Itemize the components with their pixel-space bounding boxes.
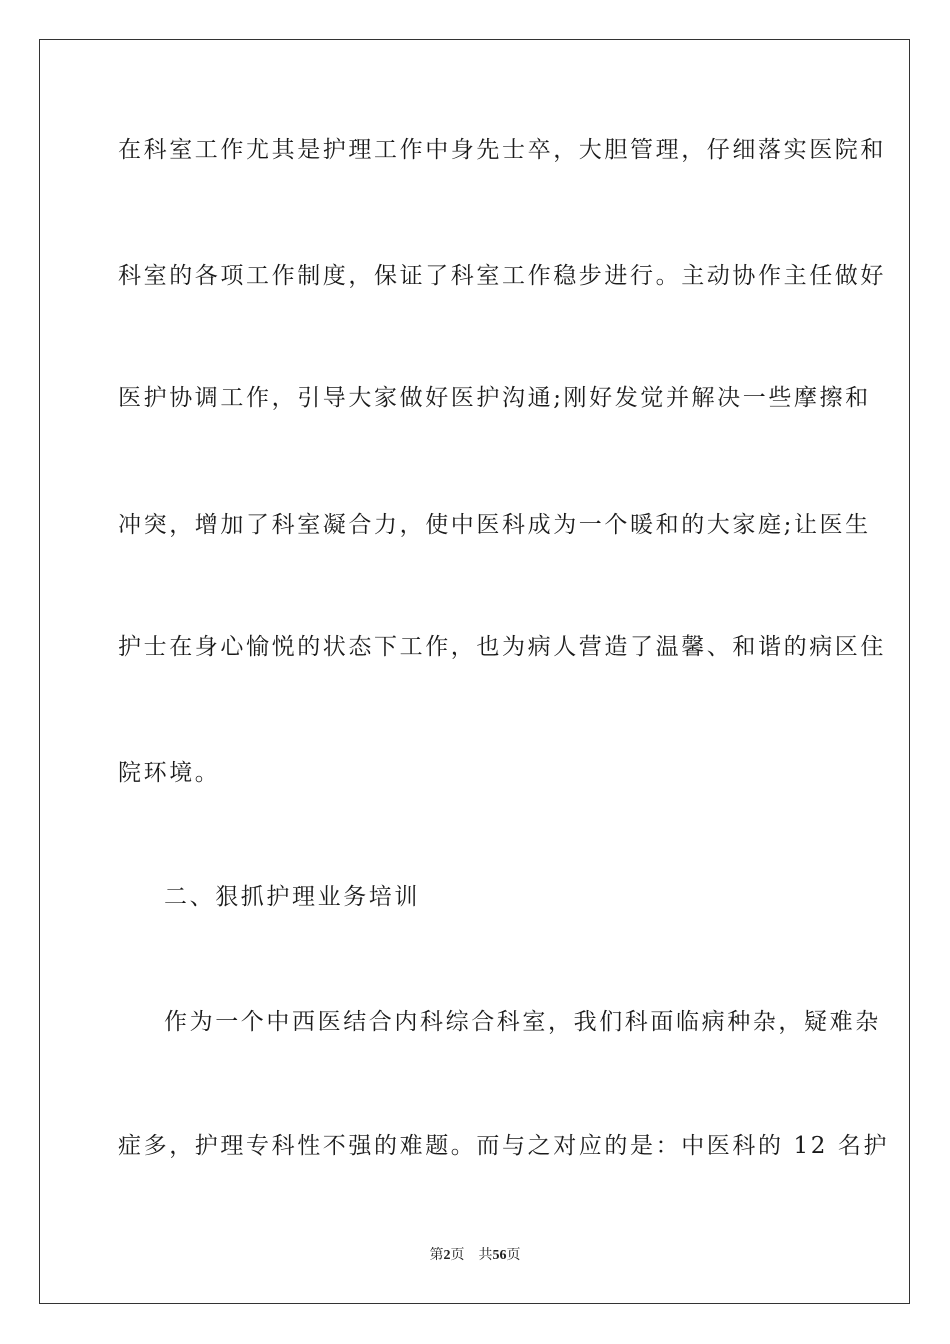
body-line-8: 症多，护理专科性不强的难题。而与之对应的是：中医科的 12 名护 [118,1133,890,1159]
page-footer [0,1246,950,1265]
body-line-4: 冲突，增加了科室凝合力，使中医科成为一个暖和的大家庭;让医生 [118,512,871,538]
body-line-6: 院环境。 [118,760,221,786]
body-line-7: 作为一个中西医结合内科综合科室，我们科面临病种杂，疑难杂 [164,1009,881,1035]
section-heading: 二、狠抓护理业务培训 [164,884,420,910]
page-border [39,39,910,1304]
footer-page-suffix: 页 [450,1247,465,1263]
footer-total-prefix: 共 [478,1247,493,1263]
body-line-2: 科室的各项工作制度，保证了科室工作稳步进行。主动协作主任做好 [118,263,886,289]
footer-page-number: 2 [443,1248,451,1263]
footer-total-number: 56 [492,1248,507,1263]
footer-total-suffix: 页 [506,1247,521,1263]
body-line-1: 在科室工作尤其是护理工作中身先士卒，大胆管理，仔细落实医院和 [118,137,886,163]
body-line-5: 护士在身心愉悦的状态下工作，也为病人营造了温馨、和谐的病区住 [118,634,886,660]
footer-page-prefix: 第 [429,1247,444,1263]
body-line-3: 医护协调工作，引导大家做好医护沟通;刚好发觉并解决一些摩擦和 [118,385,871,411]
